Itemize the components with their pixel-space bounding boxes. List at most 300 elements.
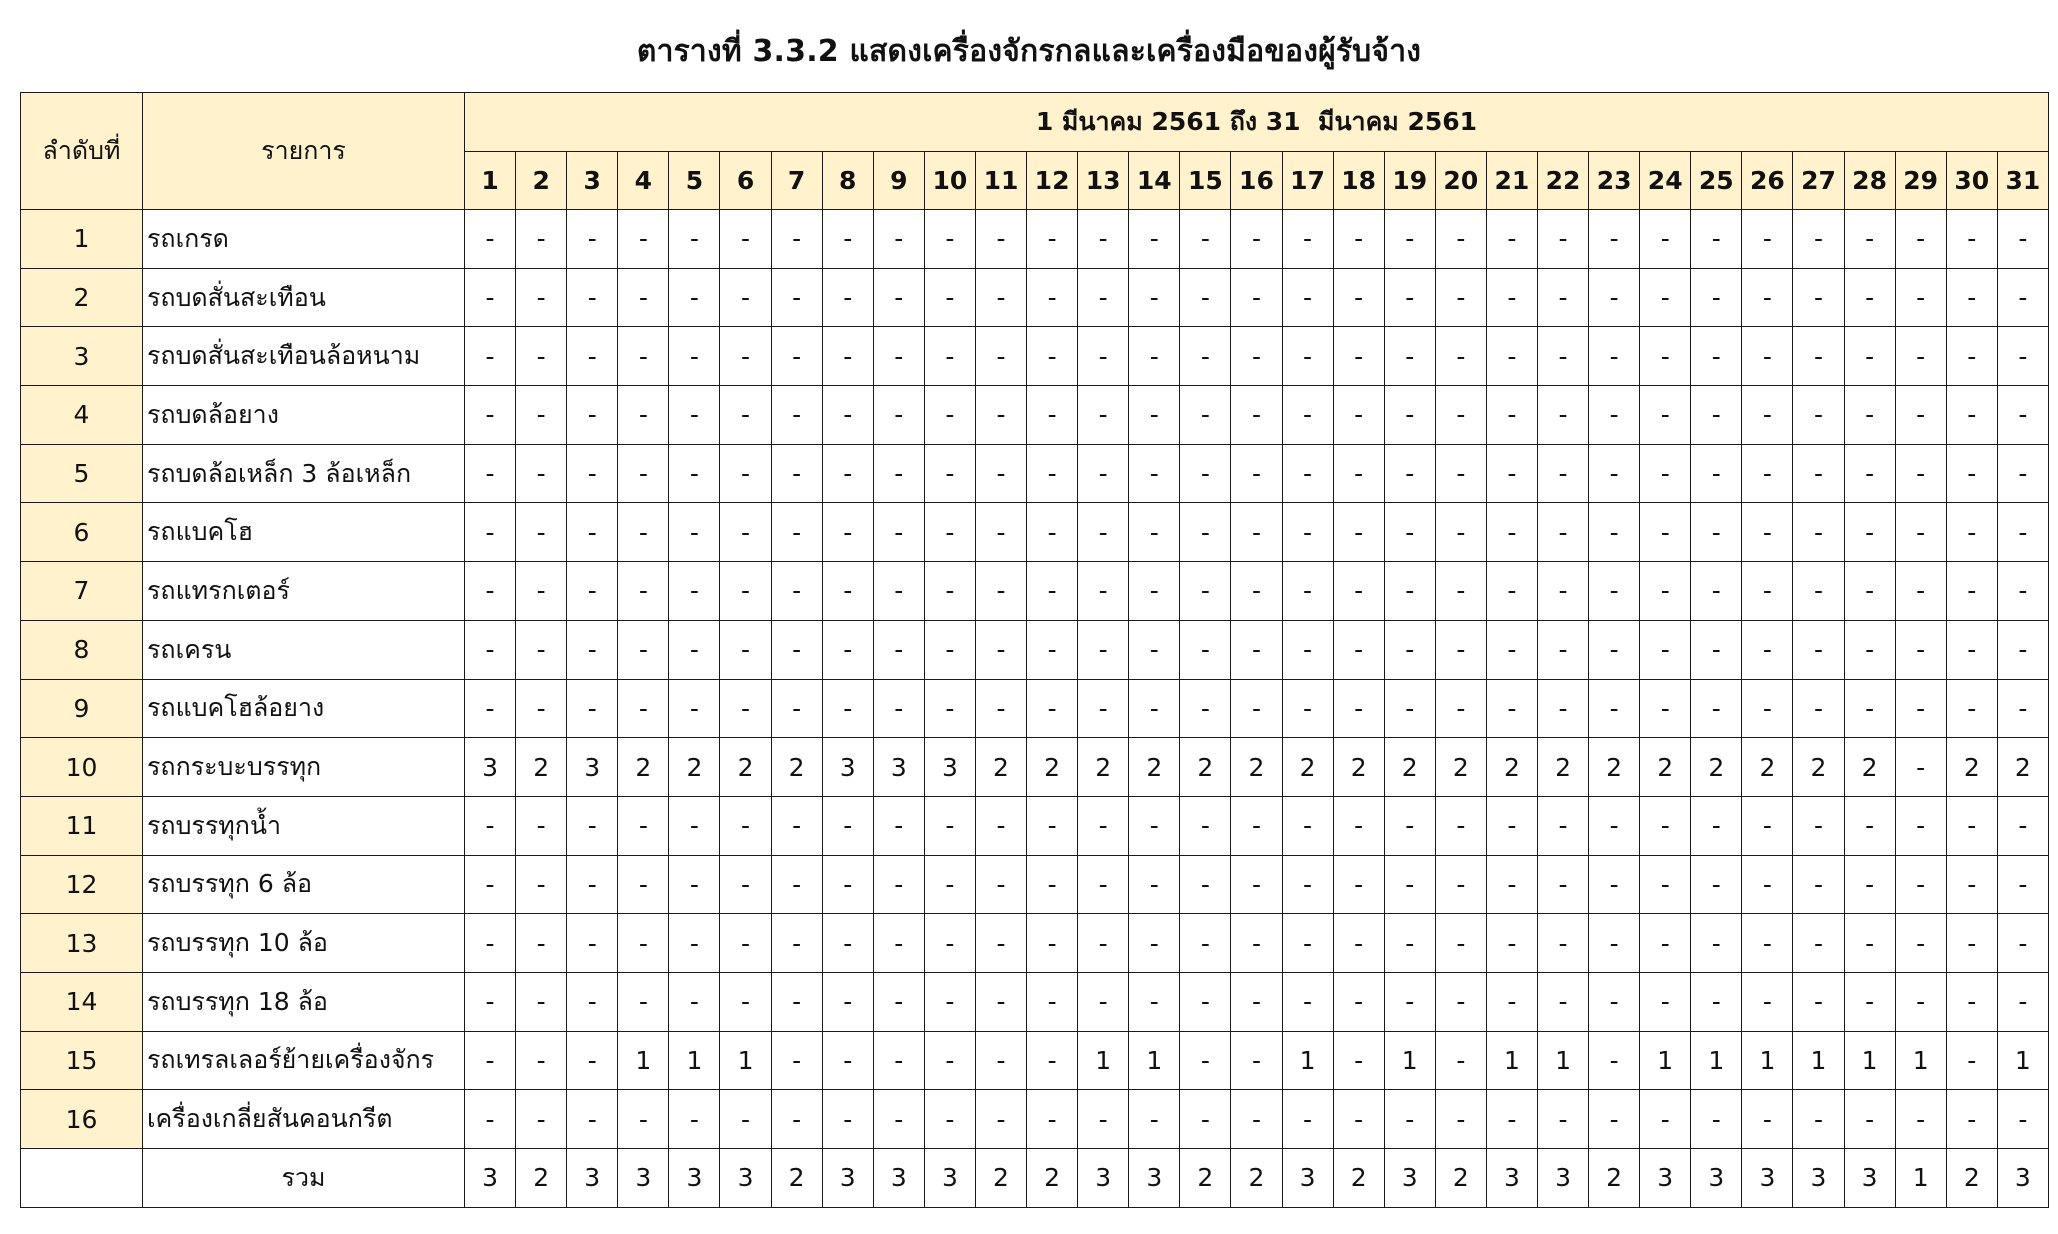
row-day-value: - (771, 444, 822, 503)
row-day-value: - (1793, 1090, 1844, 1149)
row-day-value: - (873, 972, 924, 1031)
row-seq: 13 (21, 914, 143, 973)
row-day-value: - (1895, 503, 1946, 562)
row-day-value: - (1180, 1031, 1231, 1090)
row-day-value: - (1589, 1031, 1640, 1090)
row-day-value: - (1793, 444, 1844, 503)
row-day-value: - (465, 1090, 516, 1149)
day-header: 30 (1946, 152, 1997, 210)
row-day-value: - (1486, 914, 1537, 973)
row-day-value: - (720, 1090, 771, 1149)
row-day-value: - (1742, 1090, 1793, 1149)
row-day-value: - (1333, 210, 1384, 269)
row-seq: 15 (21, 1031, 143, 1090)
row-day-value: 2 (1333, 738, 1384, 797)
day-header: 25 (1691, 152, 1742, 210)
row-day-value: 3 (873, 738, 924, 797)
row-day-value: - (1486, 796, 1537, 855)
row-day-value: - (1078, 679, 1129, 738)
total-day-value: 2 (1180, 1149, 1231, 1208)
row-day-value: 2 (1742, 738, 1793, 797)
row-day-value: - (1027, 796, 1078, 855)
total-day-value: 3 (1282, 1149, 1333, 1208)
total-day-value: 3 (1997, 1149, 2048, 1208)
row-day-value: - (1282, 444, 1333, 503)
row-day-value: - (1129, 444, 1180, 503)
total-day-value: 2 (975, 1149, 1026, 1208)
row-day-value: - (822, 620, 873, 679)
row-day-value: - (618, 855, 669, 914)
row-seq: 10 (21, 738, 143, 797)
row-day-value: - (1333, 796, 1384, 855)
row-day-value: - (771, 914, 822, 973)
row-day-value: - (1435, 796, 1486, 855)
row-day-value: - (1078, 620, 1129, 679)
row-day-value: - (1742, 444, 1793, 503)
row-day-value: - (1640, 855, 1691, 914)
row-day-value: - (1537, 620, 1588, 679)
row-day-value: - (516, 972, 567, 1031)
row-day-value: - (771, 1031, 822, 1090)
row-day-value: - (465, 268, 516, 327)
row-day-value: - (1640, 620, 1691, 679)
day-header: 18 (1333, 152, 1384, 210)
row-day-value: - (873, 796, 924, 855)
row-day-value: - (1384, 562, 1435, 621)
row-item-name: รถบรรทุกน้ำ (143, 796, 465, 855)
row-day-value: - (1180, 855, 1231, 914)
row-day-value: 2 (1231, 738, 1282, 797)
day-header: 3 (567, 152, 618, 210)
row-day-value: - (1333, 620, 1384, 679)
row-day-value: - (1282, 210, 1333, 269)
row-day-value: - (1486, 855, 1537, 914)
row-day-value: - (1691, 679, 1742, 738)
row-seq: 4 (21, 386, 143, 445)
row-day-value: - (516, 679, 567, 738)
row-day-value: - (1078, 503, 1129, 562)
row-day-value: - (720, 210, 771, 269)
row-day-value: - (1231, 444, 1282, 503)
row-day-value: - (1486, 1090, 1537, 1149)
row-day-value: - (1333, 327, 1384, 386)
row-day-value: - (1384, 444, 1435, 503)
day-header: 31 (1997, 152, 2048, 210)
row-day-value: - (1486, 620, 1537, 679)
row-day-value: 2 (1793, 738, 1844, 797)
row-day-value: - (669, 855, 720, 914)
row-day-value: - (1384, 327, 1435, 386)
row-day-value: - (1078, 562, 1129, 621)
row-seq: 3 (21, 327, 143, 386)
row-day-value: - (873, 562, 924, 621)
row-day-value: 2 (975, 738, 1026, 797)
row-day-value: - (1640, 914, 1691, 973)
row-day-value: - (1589, 972, 1640, 1031)
row-day-value: - (618, 268, 669, 327)
row-day-value: 1 (1129, 1031, 1180, 1090)
row-day-value: 2 (1435, 738, 1486, 797)
row-day-value: - (1282, 1090, 1333, 1149)
row-day-value: - (1486, 503, 1537, 562)
row-day-value: - (822, 562, 873, 621)
row-day-value: - (720, 620, 771, 679)
row-day-value: - (1384, 796, 1435, 855)
row-day-value: - (1282, 268, 1333, 327)
row-day-value: - (1078, 914, 1129, 973)
total-day-value: 3 (1793, 1149, 1844, 1208)
row-day-value: - (822, 327, 873, 386)
day-header: 7 (771, 152, 822, 210)
row-day-value: 1 (1742, 1031, 1793, 1090)
table-row (21, 268, 2049, 327)
row-day-value: - (1691, 620, 1742, 679)
row-day-value: - (1895, 210, 1946, 269)
row-day-value: - (1895, 620, 1946, 679)
row-day-value: - (669, 503, 720, 562)
row-day-value: - (618, 796, 669, 855)
row-day-value: - (1027, 1031, 1078, 1090)
row-day-value: - (1844, 855, 1895, 914)
row-day-value: - (924, 210, 975, 269)
row-day-value: - (1333, 679, 1384, 738)
row-seq: 11 (21, 796, 143, 855)
row-day-value: - (1946, 444, 1997, 503)
row-day-value: - (1435, 444, 1486, 503)
row-day-value: - (516, 503, 567, 562)
row-day-value: - (1997, 503, 2048, 562)
row-day-value: - (1946, 503, 1997, 562)
row-day-value: - (1231, 562, 1282, 621)
row-day-value: - (975, 972, 1026, 1031)
day-header: 1 (465, 152, 516, 210)
row-day-value: - (669, 327, 720, 386)
row-day-value: - (924, 327, 975, 386)
row-day-value: 2 (1589, 738, 1640, 797)
row-day-value: - (822, 679, 873, 738)
row-day-value: - (1384, 268, 1435, 327)
row-day-value: - (1793, 268, 1844, 327)
table-row (21, 562, 2049, 621)
row-day-value: - (924, 679, 975, 738)
row-day-value: - (669, 972, 720, 1031)
row-day-value: - (1946, 386, 1997, 445)
row-day-value: - (771, 679, 822, 738)
row-day-value: - (924, 562, 975, 621)
day-header: 5 (669, 152, 720, 210)
row-day-value: 1 (1997, 1031, 2048, 1090)
total-day-value: 3 (567, 1149, 618, 1208)
row-day-value: - (567, 327, 618, 386)
row-day-value: - (1537, 503, 1588, 562)
row-day-value: 1 (618, 1031, 669, 1090)
row-day-value: - (1844, 327, 1895, 386)
row-day-value: - (1589, 1090, 1640, 1149)
row-seq: 1 (21, 210, 143, 269)
row-day-value: - (618, 210, 669, 269)
row-day-value: - (465, 679, 516, 738)
row-day-value: - (1486, 386, 1537, 445)
row-day-value: - (1333, 268, 1384, 327)
row-day-value: - (1333, 972, 1384, 1031)
row-day-value: - (1640, 796, 1691, 855)
row-day-value: - (1589, 855, 1640, 914)
table-row (21, 1090, 2049, 1149)
row-day-value: - (1180, 327, 1231, 386)
row-day-value: - (669, 679, 720, 738)
row-seq: 8 (21, 620, 143, 679)
row-day-value: - (822, 972, 873, 1031)
row-day-value: - (516, 327, 567, 386)
row-day-value: - (465, 620, 516, 679)
day-header: 24 (1640, 152, 1691, 210)
row-seq: 16 (21, 1090, 143, 1149)
row-day-value: - (1027, 914, 1078, 973)
row-day-value: - (1537, 444, 1588, 503)
row-day-value: - (1129, 268, 1180, 327)
row-day-value: - (1027, 562, 1078, 621)
row-day-value: - (516, 444, 567, 503)
row-day-value: - (1435, 562, 1486, 621)
row-day-value: - (669, 1090, 720, 1149)
row-day-value: - (1997, 914, 2048, 973)
row-day-value: - (1691, 562, 1742, 621)
row-day-value: - (1537, 796, 1588, 855)
row-day-value: 2 (618, 738, 669, 797)
total-day-value: 3 (1486, 1149, 1537, 1208)
table-row (21, 1031, 2049, 1090)
row-day-value: - (1282, 679, 1333, 738)
row-day-value: - (1537, 210, 1588, 269)
row-day-value: - (1027, 444, 1078, 503)
row-day-value: - (1231, 1090, 1282, 1149)
row-seq: 2 (21, 268, 143, 327)
row-day-value: - (1742, 210, 1793, 269)
row-day-value: - (1231, 796, 1282, 855)
row-day-value: - (1537, 327, 1588, 386)
row-day-value: - (1435, 210, 1486, 269)
row-day-value: - (465, 562, 516, 621)
row-day-value: - (1282, 855, 1333, 914)
row-day-value: - (618, 386, 669, 445)
row-day-value: - (1895, 855, 1946, 914)
row-day-value: - (1180, 210, 1231, 269)
row-day-value: - (1946, 679, 1997, 738)
row-day-value: - (1589, 914, 1640, 973)
row-day-value: - (1946, 1031, 1997, 1090)
row-day-value: - (1129, 855, 1180, 914)
row-day-value: - (1333, 855, 1384, 914)
row-day-value: - (822, 503, 873, 562)
row-day-value: - (720, 855, 771, 914)
row-day-value: - (720, 562, 771, 621)
row-day-value: - (975, 327, 1026, 386)
row-day-value: - (1589, 796, 1640, 855)
row-day-value: - (822, 210, 873, 269)
total-row (21, 1149, 2049, 1208)
row-day-value: - (1793, 503, 1844, 562)
row-day-value: - (1129, 972, 1180, 1031)
row-day-value: 2 (1691, 738, 1742, 797)
row-day-value: - (1435, 386, 1486, 445)
row-day-value: - (1742, 327, 1793, 386)
row-day-value: - (975, 914, 1026, 973)
row-day-value: - (669, 268, 720, 327)
day-header: 20 (1435, 152, 1486, 210)
row-day-value: - (1078, 1090, 1129, 1149)
row-day-value: - (924, 972, 975, 1031)
row-day-value: - (1180, 562, 1231, 621)
row-item-name: รถแบคโฮล้อยาง (143, 679, 465, 738)
row-seq: 12 (21, 855, 143, 914)
row-day-value: - (669, 210, 720, 269)
row-day-value: - (567, 386, 618, 445)
row-day-value: - (1640, 972, 1691, 1031)
row-day-value: - (1691, 1090, 1742, 1149)
row-day-value: - (1078, 268, 1129, 327)
row-day-value: - (1589, 386, 1640, 445)
row-day-value: - (873, 914, 924, 973)
row-item-name: รถแทรกเตอร์ (143, 562, 465, 621)
row-day-value: - (1742, 620, 1793, 679)
day-header: 28 (1844, 152, 1895, 210)
row-day-value: - (1129, 679, 1180, 738)
row-day-value: - (1640, 1090, 1691, 1149)
day-header: 17 (1282, 152, 1333, 210)
row-day-value: - (669, 386, 720, 445)
row-day-value: - (1895, 562, 1946, 621)
machinery-table (20, 92, 2049, 1208)
row-day-value: - (1844, 503, 1895, 562)
row-day-value: - (975, 620, 1026, 679)
row-day-value: - (1027, 210, 1078, 269)
row-day-value: - (1384, 972, 1435, 1031)
row-day-value: - (1333, 386, 1384, 445)
row-day-value: - (1691, 972, 1742, 1031)
row-day-value: - (1895, 738, 1946, 797)
row-day-value: 1 (1844, 1031, 1895, 1090)
row-day-value: - (1844, 562, 1895, 621)
row-day-value: - (873, 210, 924, 269)
row-day-value: - (1946, 327, 1997, 386)
row-day-value: - (822, 855, 873, 914)
row-day-value: - (465, 1031, 516, 1090)
total-day-value: 3 (1844, 1149, 1895, 1208)
row-day-value: - (1333, 562, 1384, 621)
row-day-value: - (771, 268, 822, 327)
row-day-value: - (1129, 327, 1180, 386)
row-day-value: - (516, 1031, 567, 1090)
row-day-value: - (924, 386, 975, 445)
row-day-value: - (1180, 620, 1231, 679)
row-day-value: - (567, 914, 618, 973)
row-day-value: - (1997, 327, 2048, 386)
total-day-value: 2 (1946, 1149, 1997, 1208)
seq-header: ลำดับที่ (21, 93, 143, 210)
row-day-value: - (669, 444, 720, 503)
row-day-value: - (465, 327, 516, 386)
row-day-value: 1 (1691, 1031, 1742, 1090)
row-day-value: - (1895, 914, 1946, 973)
day-header: 9 (873, 152, 924, 210)
row-day-value: - (1793, 327, 1844, 386)
total-day-value: 3 (1691, 1149, 1742, 1208)
row-day-value: - (924, 855, 975, 914)
row-day-value: - (924, 444, 975, 503)
row-day-value: 3 (924, 738, 975, 797)
row-day-value: - (771, 503, 822, 562)
row-day-value: - (1793, 855, 1844, 914)
row-day-value: - (618, 503, 669, 562)
row-day-value: - (1640, 386, 1691, 445)
day-header: 21 (1486, 152, 1537, 210)
row-day-value: - (1742, 562, 1793, 621)
row-day-value: - (1231, 503, 1282, 562)
row-day-value: - (1793, 914, 1844, 973)
row-day-value: - (1078, 327, 1129, 386)
row-day-value: - (618, 327, 669, 386)
day-header: 6 (720, 152, 771, 210)
total-day-value: 3 (1640, 1149, 1691, 1208)
row-day-value: - (1640, 679, 1691, 738)
row-day-value: - (1844, 268, 1895, 327)
row-day-value: - (1844, 972, 1895, 1031)
row-day-value: - (1231, 268, 1282, 327)
total-day-value: 2 (1589, 1149, 1640, 1208)
row-day-value: - (669, 914, 720, 973)
day-header: 2 (516, 152, 567, 210)
row-day-value: - (1844, 210, 1895, 269)
row-day-value: 2 (771, 738, 822, 797)
row-day-value: - (516, 796, 567, 855)
day-header: 29 (1895, 152, 1946, 210)
row-day-value: - (1946, 620, 1997, 679)
row-day-value: - (1129, 914, 1180, 973)
row-day-value: - (1384, 210, 1435, 269)
row-day-value: - (720, 327, 771, 386)
row-day-value: - (720, 386, 771, 445)
total-day-value: 3 (924, 1149, 975, 1208)
total-day-value: 2 (771, 1149, 822, 1208)
row-day-value: - (1129, 562, 1180, 621)
row-day-value: - (1640, 210, 1691, 269)
row-day-value: - (1793, 386, 1844, 445)
table-row (21, 914, 2049, 973)
row-day-value: - (771, 327, 822, 386)
row-day-value: - (1129, 1090, 1180, 1149)
row-day-value: - (1486, 210, 1537, 269)
row-day-value: - (1333, 914, 1384, 973)
row-day-value: - (1844, 914, 1895, 973)
row-day-value: - (567, 1031, 618, 1090)
row-day-value: - (1640, 562, 1691, 621)
row-day-value: - (1844, 796, 1895, 855)
row-day-value: - (1537, 268, 1588, 327)
row-day-value: - (873, 386, 924, 445)
row-day-value: - (1282, 503, 1333, 562)
row-day-value: - (1844, 620, 1895, 679)
row-day-value: - (873, 679, 924, 738)
table-row (21, 855, 2049, 914)
row-day-value: - (1486, 679, 1537, 738)
row-day-value: - (1486, 444, 1537, 503)
total-day-value: 3 (1129, 1149, 1180, 1208)
row-day-value: - (1129, 386, 1180, 445)
row-day-value: 1 (1486, 1031, 1537, 1090)
row-item-name: รถบดล้อเหล็ก 3 ล้อเหล็ก (143, 444, 465, 503)
day-header: 23 (1589, 152, 1640, 210)
row-day-value: - (1997, 1090, 2048, 1149)
